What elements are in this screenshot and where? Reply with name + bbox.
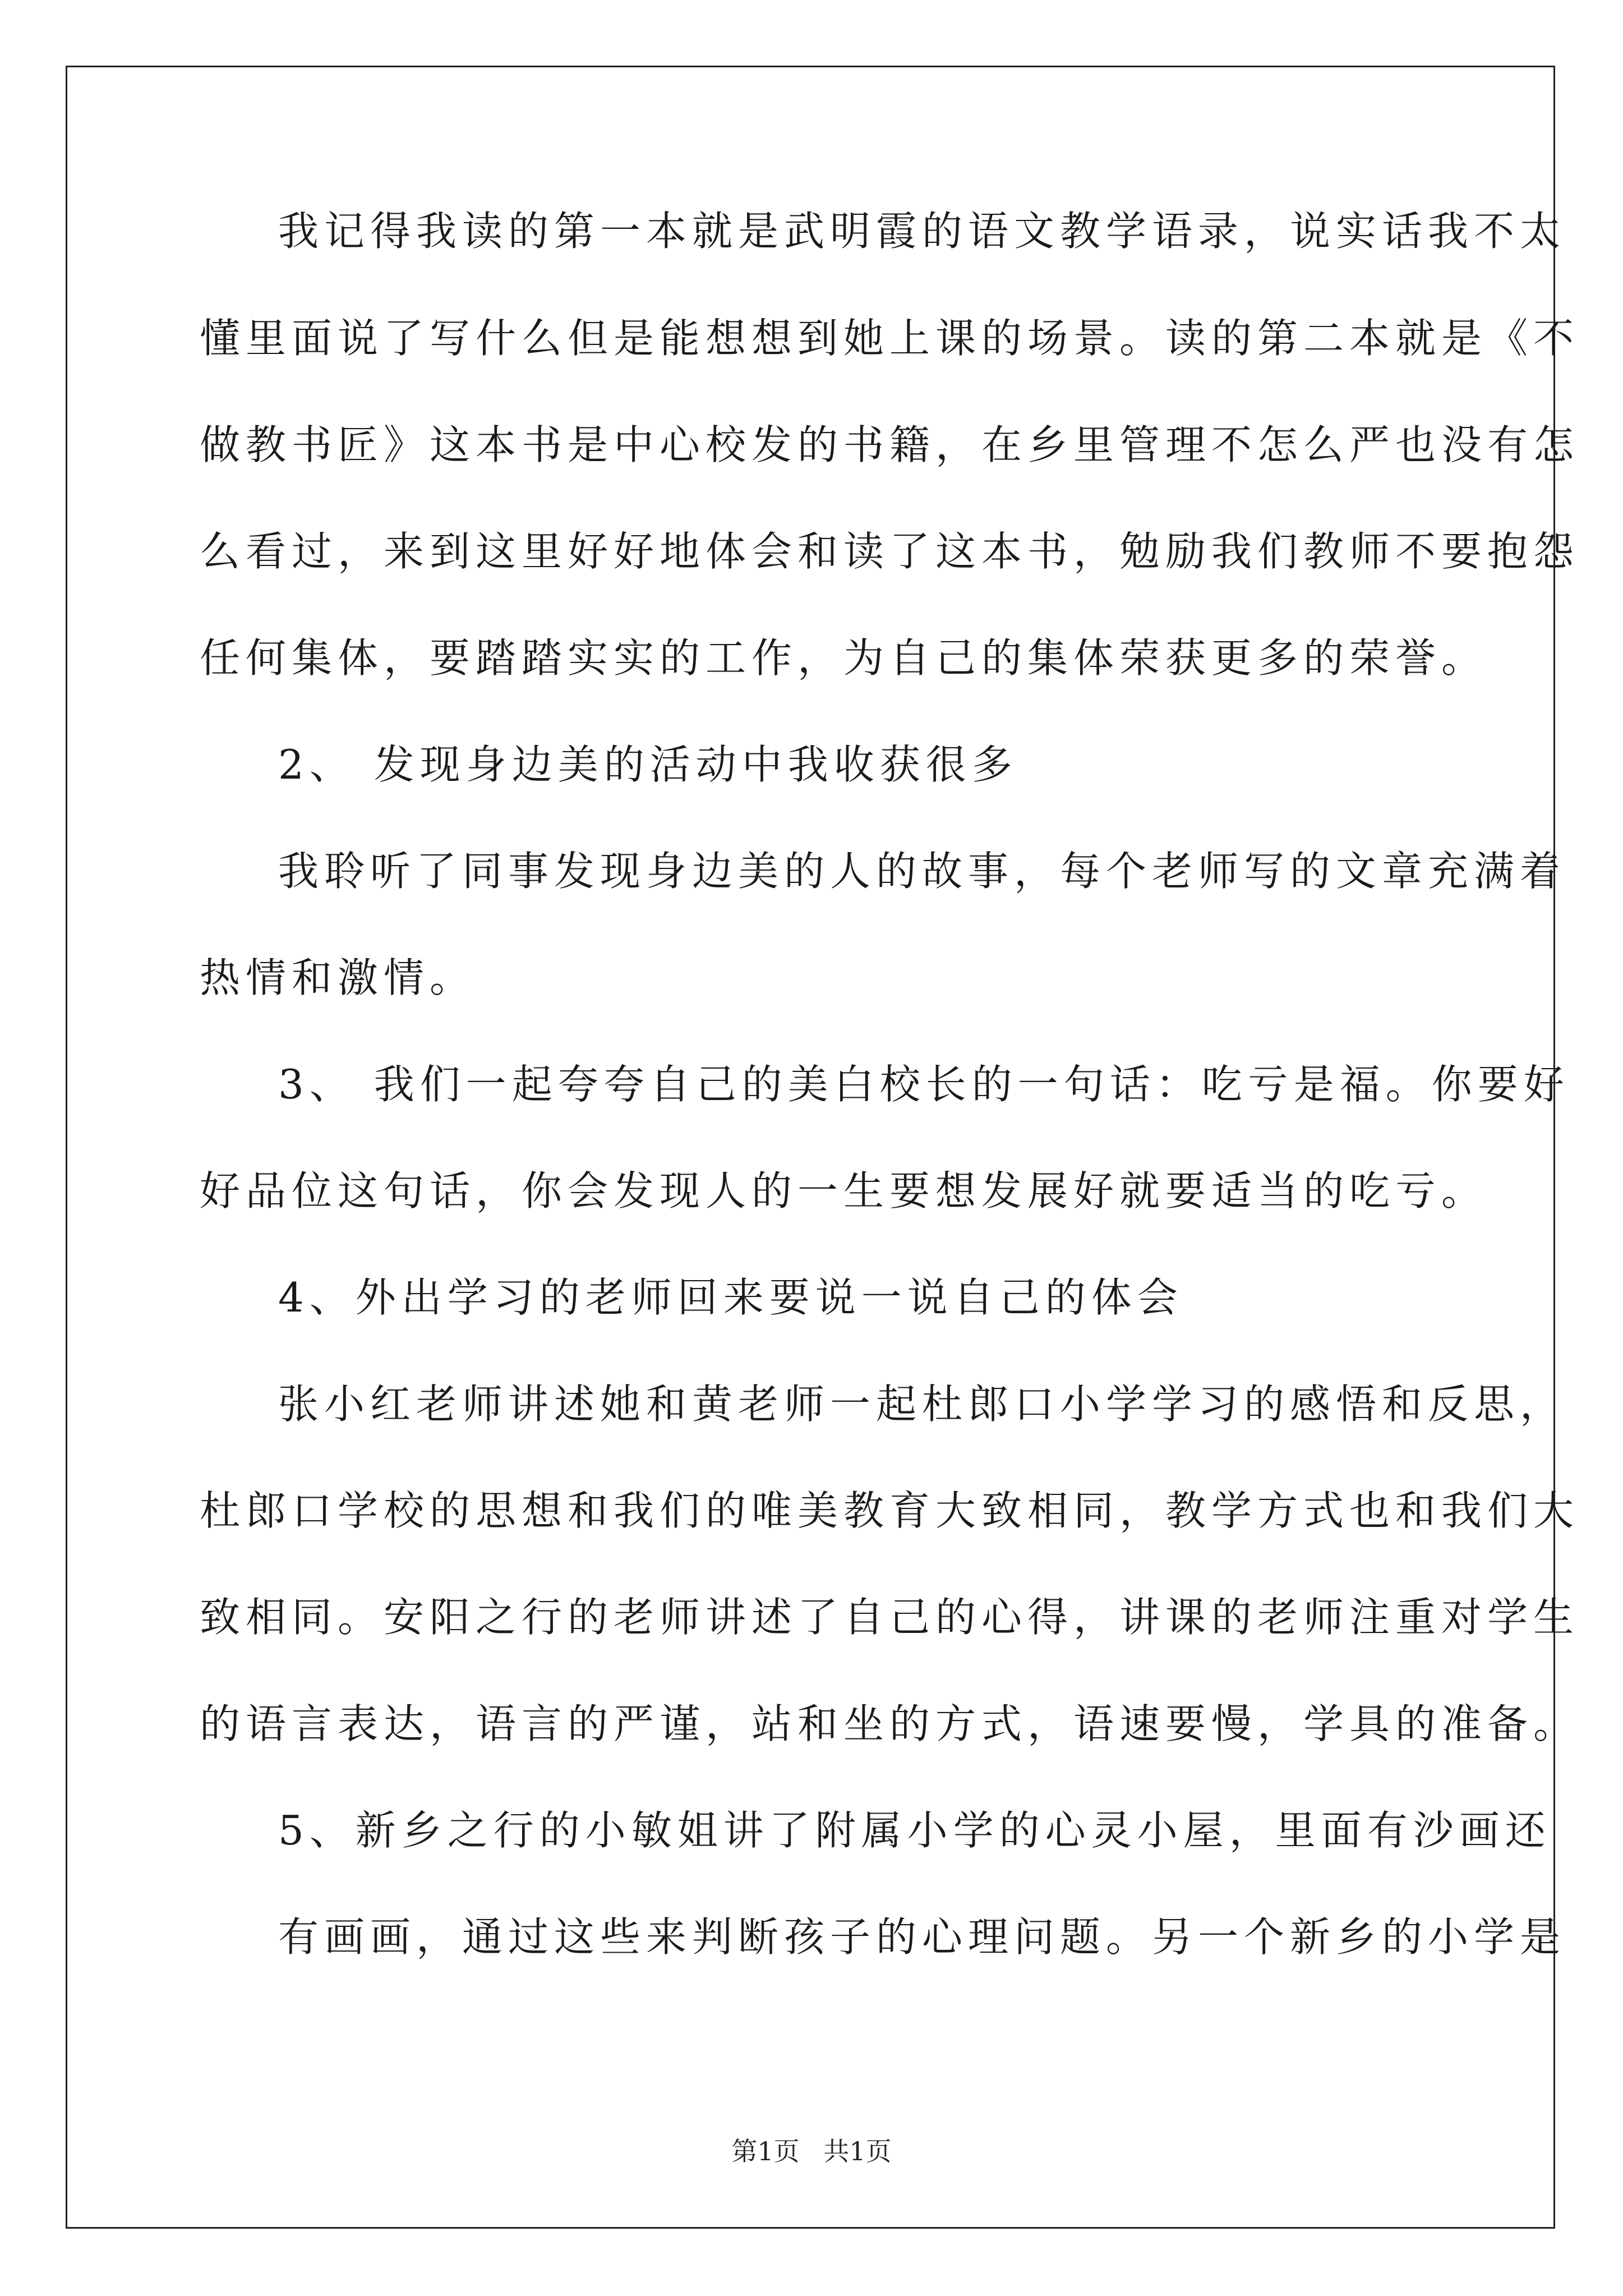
- section-heading: 3、 我们一起夸夸自己的美白校长的一句话：吃亏是福。你要好: [278, 1061, 1570, 1108]
- section-heading: 2、 发现身边美的活动中我收获很多: [278, 741, 1018, 788]
- text-line: 做教书匠》这本书是中心校发的书籍，在乡里管理不怎么严也没有怎: [200, 421, 1580, 468]
- text-line: 杜郎口学校的思想和我们的唯美教育大致相同，教学方式也和我们大: [200, 1487, 1580, 1534]
- text-line: 有画画，通过这些来判断孩子的心理问题。另一个新乡的小学是: [278, 1913, 1566, 1961]
- section-heading: 5、新乡之行的小敏姐讲了附属小学的心灵小屋，里面有沙画还: [278, 1807, 1551, 1854]
- text-line: 热情和激情。: [200, 954, 476, 1001]
- page-border: [66, 66, 1555, 2229]
- text-line: 我记得我读的第一本就是武明霞的语文教学语录，说实话我不太: [278, 208, 1566, 255]
- text-line: 懂里面说了写什么但是能想想到她上课的场景。读的第二本就是《不: [200, 315, 1580, 362]
- text-line: 么看过，来到这里好好地体会和读了这本书，勉励我们教师不要抱怨: [200, 528, 1580, 575]
- page-number: 第1页: [731, 2136, 800, 2166]
- page-footer: [0, 2136, 1623, 2167]
- section-heading: 4、外出学习的老师回来要说一说自己的体会: [278, 1274, 1183, 1321]
- text-line: 任何集体，要踏踏实实的工作，为自己的集体荣获更多的荣誉。: [200, 634, 1488, 682]
- text-line: 我聆听了同事发现身边美的人的故事，每个老师写的文章充满着: [278, 848, 1566, 895]
- text-line: 致相同。安阳之行的老师讲述了自己的心得，讲课的老师注重对学生: [200, 1594, 1580, 1641]
- text-line: 的语言表达，语言的严谨，站和坐的方式，语速要慢，学具的准备。: [200, 1700, 1580, 1747]
- text-line: 好品位这句话，你会发现人的一生要想发展好就要适当的吃亏。: [200, 1167, 1488, 1214]
- page-total: 共1页: [823, 2136, 892, 2166]
- text-line: 张小红老师讲述她和黄老师一起杜郎口小学学习的感悟和反思，: [278, 1381, 1566, 1428]
